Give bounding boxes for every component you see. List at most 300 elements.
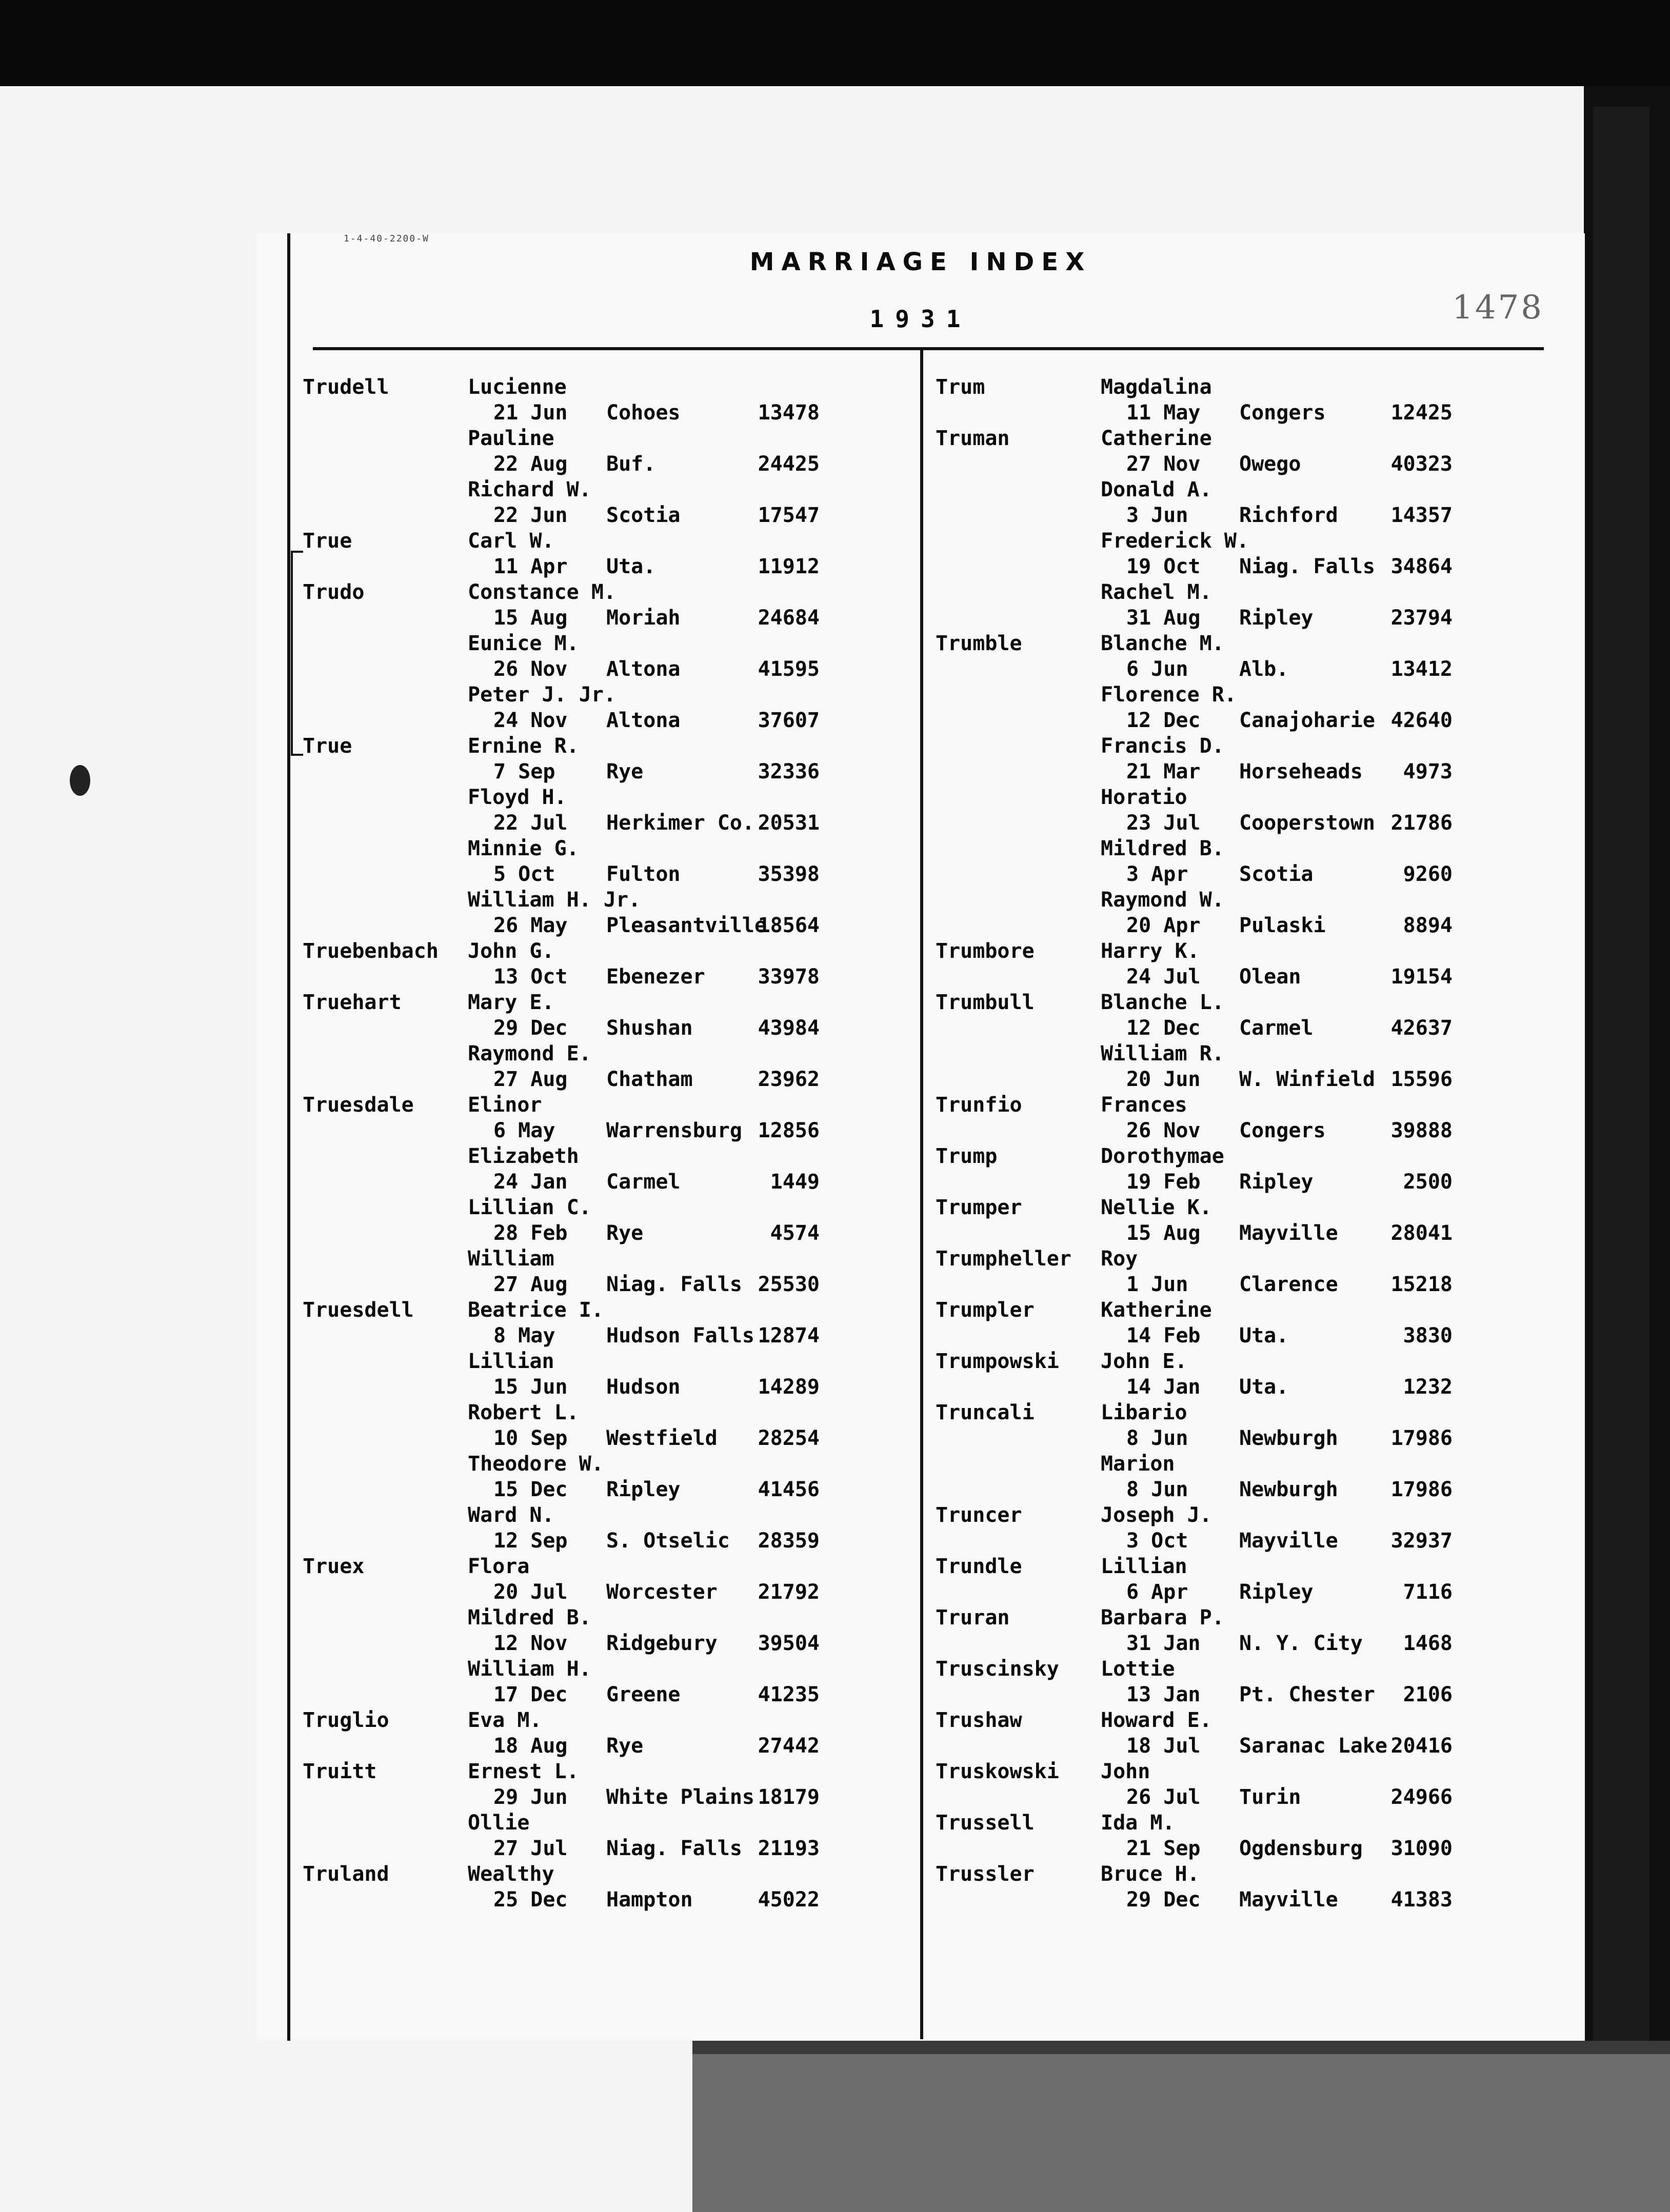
- entry-name-line: [303, 1502, 918, 1528]
- entry-number: 37607: [758, 709, 820, 732]
- entry-place: Buf.: [606, 452, 656, 476]
- entry-given-name: John E.: [1101, 1350, 1187, 1373]
- index-entry: [936, 733, 1551, 785]
- entry-given-name: Lillian C.: [468, 1196, 591, 1219]
- entry-given-name: Howard E.: [1101, 1708, 1212, 1732]
- entry-number: 41383: [1390, 1888, 1453, 1912]
- index-entry: [303, 1092, 918, 1143]
- entry-date: 14 Jan: [1126, 1375, 1201, 1399]
- entry-number: 14357: [1390, 504, 1453, 527]
- entry-name-line: [936, 1861, 1551, 1887]
- entry-name-line: [936, 374, 1551, 400]
- entry-place: Rye: [606, 1734, 644, 1758]
- entry-given-name: Mildred B.: [468, 1606, 591, 1630]
- entry-place: Olean: [1239, 965, 1301, 989]
- entry-date: 21 Sep: [1126, 1837, 1201, 1860]
- entry-name-line: [303, 938, 918, 964]
- entry-detail-line: [936, 1579, 1551, 1605]
- index-entry: [936, 1810, 1551, 1861]
- entry-name-line: [936, 1349, 1551, 1374]
- entry-place: Turin: [1239, 1785, 1301, 1809]
- scan-top-border: [0, 0, 1670, 86]
- entry-date: 17 Dec: [493, 1683, 568, 1706]
- entry-number: 43984: [758, 1016, 820, 1040]
- entry-date: 20 Jul: [493, 1580, 568, 1604]
- entry-detail-line: [936, 1067, 1551, 1092]
- left-column: [303, 374, 918, 1913]
- index-entry: [303, 477, 918, 528]
- entry-number: 35398: [758, 862, 820, 886]
- entry-date: 18 Jul: [1126, 1734, 1201, 1758]
- entry-detail-line: [936, 502, 1551, 528]
- entry-given-name: Harry K.: [1101, 939, 1200, 963]
- index-entry: [303, 1810, 918, 1861]
- entry-number: 18179: [758, 1785, 820, 1809]
- entry-place: Altona: [606, 657, 681, 681]
- entry-place: Clarence: [1239, 1273, 1338, 1296]
- entry-name-line: [936, 785, 1551, 810]
- entry-date: 31 Aug: [1126, 606, 1201, 630]
- entry-date: 3 Jun: [1126, 504, 1188, 527]
- entry-detail-line: [303, 708, 918, 733]
- entry-date: 12 Dec: [1126, 1016, 1201, 1040]
- entry-place: Mayville: [1239, 1221, 1338, 1245]
- index-entry: [936, 1349, 1551, 1400]
- entry-number: 20531: [758, 811, 820, 835]
- index-entry: [936, 1297, 1551, 1349]
- entry-name-line: [936, 1502, 1551, 1528]
- entry-detail-line: [936, 759, 1551, 785]
- index-entry: [936, 1092, 1551, 1143]
- entry-date: 21 Jun: [493, 401, 568, 425]
- entry-given-name: Ernine R.: [468, 734, 579, 758]
- entry-name-line: [303, 1246, 918, 1272]
- entry-place: Westfield: [606, 1426, 718, 1450]
- entry-surname: True: [303, 734, 352, 758]
- entry-place: Hudson: [606, 1375, 681, 1399]
- entry-name-line: [303, 1400, 918, 1425]
- entry-detail-line: [936, 1631, 1551, 1656]
- entry-number: 2106: [1403, 1683, 1453, 1706]
- entry-detail-line: [303, 1477, 918, 1502]
- entry-date: 3 Oct: [1126, 1529, 1188, 1553]
- entry-surname: Trumpheller: [936, 1247, 1071, 1271]
- entry-name-line: [303, 1707, 918, 1733]
- entry-surname: Truran: [936, 1606, 1010, 1630]
- entry-detail-line: [303, 1784, 918, 1810]
- entry-number: 19154: [1390, 965, 1453, 989]
- index-entry: [936, 887, 1551, 938]
- entry-given-name: Frances: [1101, 1093, 1187, 1117]
- entry-place: White Plains: [606, 1785, 754, 1809]
- index-entry: [936, 426, 1551, 477]
- entry-number: 18564: [758, 914, 820, 937]
- entry-name-line: [303, 426, 918, 451]
- entry-given-name: Beatrice I.: [468, 1298, 604, 1322]
- entry-detail-line: [936, 861, 1551, 887]
- entry-name-line: [936, 528, 1551, 554]
- page-left-rule: [287, 233, 290, 2041]
- index-entry: [936, 1502, 1551, 1554]
- entry-name-line: [303, 374, 918, 400]
- entry-number: 39888: [1390, 1119, 1453, 1142]
- entry-name-line: [303, 1554, 918, 1579]
- entry-date: 15 Aug: [493, 606, 568, 630]
- entry-name-line: [936, 477, 1551, 502]
- entry-place: Carmel: [1239, 1016, 1314, 1040]
- entry-surname: Trumpowski: [936, 1350, 1059, 1373]
- entry-number: 12425: [1390, 401, 1453, 425]
- entry-place: Ripley: [606, 1478, 681, 1501]
- entry-given-name: Minnie G.: [468, 837, 579, 860]
- index-entry: [303, 1246, 918, 1297]
- index-entry: [936, 990, 1551, 1041]
- entry-detail-line: [936, 656, 1551, 682]
- entry-name-line: [936, 1041, 1551, 1067]
- entry-detail-line: [936, 1682, 1551, 1707]
- entry-detail-line: [303, 502, 918, 528]
- entry-given-name: Lillian: [1101, 1555, 1187, 1578]
- entry-place: Niag. Falls: [606, 1837, 742, 1860]
- entry-place: Greene: [606, 1683, 681, 1706]
- entry-detail-line: [936, 1425, 1551, 1451]
- entry-date: 8 Jun: [1126, 1426, 1188, 1450]
- index-entry: [303, 733, 918, 785]
- entry-detail-line: [303, 1169, 918, 1195]
- entry-name-line: [303, 1451, 918, 1477]
- entry-given-name: Joseph J.: [1101, 1503, 1212, 1527]
- entry-number: 28359: [758, 1529, 820, 1553]
- entry-detail-line: [303, 1067, 918, 1092]
- entry-date: 23 Jul: [1126, 811, 1201, 835]
- entry-name-line: [936, 1400, 1551, 1425]
- entry-detail-line: [936, 1836, 1551, 1861]
- entry-given-name: William H. Jr.: [468, 888, 641, 912]
- entry-name-line: [936, 836, 1551, 861]
- entry-given-name: Roy: [1101, 1247, 1138, 1271]
- entry-name-line: [303, 1092, 918, 1118]
- entry-detail-line: [303, 1272, 918, 1297]
- entry-place: Uta.: [606, 555, 656, 578]
- entry-place: Altona: [606, 709, 681, 732]
- entry-detail-line: [303, 554, 918, 579]
- index-entry: [936, 785, 1551, 836]
- entry-number: 12856: [758, 1119, 820, 1142]
- entry-detail-line: [936, 1272, 1551, 1297]
- entry-name-line: [303, 836, 918, 861]
- entry-number: 2500: [1403, 1170, 1453, 1194]
- entry-place: Moriah: [606, 606, 681, 630]
- index-entry: [303, 1605, 918, 1656]
- entry-place: Carmel: [606, 1170, 681, 1194]
- entry-number: 3830: [1403, 1324, 1453, 1348]
- entry-number: 41595: [758, 657, 820, 681]
- entry-given-name: Lucienne: [468, 375, 567, 399]
- entry-surname: Trump: [936, 1144, 998, 1168]
- entry-surname: Trumper: [936, 1196, 1022, 1219]
- entry-detail-line: [303, 1220, 918, 1246]
- entry-detail-line: [936, 1374, 1551, 1400]
- entry-given-name: Bruce H.: [1101, 1862, 1200, 1886]
- entry-surname: Truesdell: [303, 1298, 414, 1322]
- entry-name-line: [303, 1810, 918, 1836]
- entry-date: 29 Dec: [1126, 1888, 1201, 1912]
- entry-detail-line: [303, 1374, 918, 1400]
- index-entry: [303, 836, 918, 887]
- entry-given-name: Elinor: [468, 1093, 542, 1117]
- entry-number: 23962: [758, 1068, 820, 1091]
- entry-number: 4574: [770, 1221, 820, 1245]
- entry-given-name: Katherine: [1101, 1298, 1212, 1322]
- entry-place: Scotia: [1239, 862, 1314, 886]
- entry-number: 41456: [758, 1478, 820, 1501]
- entry-place: Shushan: [606, 1016, 693, 1040]
- entry-place: Warrensburg: [606, 1119, 742, 1142]
- entry-number: 28041: [1390, 1221, 1453, 1245]
- index-entry: [936, 1861, 1551, 1913]
- index-entry: [303, 1195, 918, 1246]
- entry-detail-line: [936, 605, 1551, 631]
- entry-surname: Truskowski: [936, 1760, 1059, 1783]
- entry-given-name: Flora: [468, 1555, 530, 1578]
- entry-place: Saranac Lake: [1239, 1734, 1387, 1758]
- entry-surname: True: [303, 529, 352, 553]
- index-entry: [303, 682, 918, 733]
- entry-name-line: [936, 631, 1551, 656]
- entry-given-name: Nellie K.: [1101, 1196, 1212, 1219]
- entry-given-name: Ollie: [468, 1811, 530, 1835]
- entry-detail-line: [303, 913, 918, 938]
- entry-date: 24 Jul: [1126, 965, 1201, 989]
- cross-reference-bracket: [291, 551, 293, 756]
- entry-given-name: Eva M.: [468, 1708, 542, 1732]
- index-entry: [303, 528, 918, 579]
- entry-given-name: Peter J. Jr.: [468, 683, 616, 707]
- entry-number: 41235: [758, 1683, 820, 1706]
- entry-surname: Truncali: [936, 1401, 1035, 1424]
- entry-given-name: Dorothymae: [1101, 1144, 1224, 1168]
- entry-given-name: Wealthy: [468, 1862, 554, 1886]
- entry-surname: Trumpler: [936, 1298, 1035, 1322]
- entry-place: Niag. Falls: [606, 1273, 742, 1296]
- entry-given-name: Mary E.: [468, 991, 554, 1014]
- entry-given-name: Libario: [1101, 1401, 1187, 1424]
- index-entry: [303, 1656, 918, 1707]
- entry-given-name: Robert L.: [468, 1401, 579, 1424]
- entry-place: Horseheads: [1239, 760, 1363, 783]
- entry-name-line: [303, 733, 918, 759]
- entry-given-name: Pauline: [468, 427, 554, 450]
- entry-date: 26 Nov: [1126, 1119, 1201, 1142]
- entry-number: 40323: [1390, 452, 1453, 476]
- index-entry: [303, 631, 918, 682]
- entry-given-name: William R.: [1101, 1042, 1224, 1065]
- entry-number: 21786: [1390, 811, 1453, 835]
- entry-given-name: Marion: [1101, 1452, 1175, 1476]
- entry-place: Fulton: [606, 862, 681, 886]
- entry-date: 20 Apr: [1126, 914, 1201, 937]
- entry-name-line: [936, 1605, 1551, 1631]
- entry-date: 3 Apr: [1126, 862, 1188, 886]
- entry-number: 24684: [758, 606, 820, 630]
- entry-surname: Trussler: [936, 1862, 1035, 1886]
- entry-date: 29 Dec: [493, 1016, 568, 1040]
- entry-number: 1449: [770, 1170, 820, 1194]
- index-entry: [303, 1451, 918, 1502]
- entry-surname: Truglio: [303, 1708, 389, 1732]
- entry-date: 18 Aug: [493, 1734, 568, 1758]
- index-entry: [303, 990, 918, 1041]
- scan-right-border: [1584, 86, 1670, 2212]
- entry-name-line: [303, 631, 918, 656]
- entry-name-line: [936, 1246, 1551, 1272]
- entry-date: 26 May: [493, 914, 568, 937]
- index-entry: [936, 528, 1551, 579]
- entry-name-line: [936, 1656, 1551, 1682]
- entry-number: 9260: [1403, 862, 1453, 886]
- entry-number: 13478: [758, 401, 820, 425]
- entry-name-line: [303, 579, 918, 605]
- index-entry: [303, 426, 918, 477]
- entry-detail-line: [303, 1682, 918, 1707]
- entry-number: 24966: [1390, 1785, 1453, 1809]
- entry-date: 6 Apr: [1126, 1580, 1188, 1604]
- index-entry: [936, 1451, 1551, 1502]
- entry-name-line: [303, 528, 918, 554]
- entry-name-line: [936, 990, 1551, 1015]
- entry-number: 12874: [758, 1324, 820, 1348]
- entry-given-name: Ida M.: [1101, 1811, 1175, 1835]
- bracket-top-tick: [291, 551, 303, 553]
- entry-number: 14289: [758, 1375, 820, 1399]
- form-stamp: 1-4-40-2200-W: [344, 233, 429, 244]
- entry-name-line: [303, 1656, 918, 1682]
- entry-detail-line: [303, 656, 918, 682]
- entry-number: 13412: [1390, 657, 1453, 681]
- index-entry: [303, 1707, 918, 1759]
- entry-date: 14 Feb: [1126, 1324, 1201, 1348]
- entry-name-line: [936, 733, 1551, 759]
- index-entry: [303, 1502, 918, 1554]
- entry-place: W. Winfield: [1239, 1068, 1375, 1091]
- entry-name-line: [936, 1143, 1551, 1169]
- entry-name-line: [303, 1297, 918, 1323]
- index-entry: [303, 1400, 918, 1451]
- entry-name-line: [303, 1861, 918, 1887]
- entry-detail-line: [303, 1015, 918, 1041]
- index-entry: [936, 631, 1551, 682]
- entry-detail-line: [303, 1887, 918, 1913]
- entry-date: 20 Jun: [1126, 1068, 1201, 1091]
- entry-detail-line: [936, 810, 1551, 836]
- right-column: [936, 374, 1551, 1913]
- entry-date: 6 May: [493, 1119, 555, 1142]
- entry-date: 24 Nov: [493, 709, 568, 732]
- entry-name-line: [303, 990, 918, 1015]
- entry-given-name: Blanche M.: [1101, 632, 1224, 655]
- entry-detail-line: [303, 810, 918, 836]
- entry-surname: Truncer: [936, 1503, 1022, 1527]
- entry-number: 17547: [758, 504, 820, 527]
- entry-name-line: [303, 1349, 918, 1374]
- entry-given-name: Lillian: [468, 1350, 554, 1373]
- entry-detail-line: [936, 554, 1551, 579]
- entry-given-name: Frederick W.: [1101, 529, 1249, 553]
- entry-date: 22 Jun: [493, 504, 568, 527]
- entry-number: 4973: [1403, 760, 1453, 783]
- entry-place: Pulaski: [1239, 914, 1326, 937]
- entry-given-name: Richard W.: [468, 478, 591, 501]
- page-title: MARRIAGE INDEX: [749, 248, 1092, 276]
- entry-detail-line: [303, 1118, 918, 1143]
- entry-given-name: Horatio: [1101, 786, 1187, 809]
- entry-detail-line: [936, 1169, 1551, 1195]
- entry-detail-line: [936, 451, 1551, 477]
- entry-date: 10 Sep: [493, 1426, 568, 1450]
- entry-place: Rye: [606, 1221, 644, 1245]
- entry-name-line: [936, 1451, 1551, 1477]
- entry-surname: Truesdale: [303, 1093, 414, 1117]
- entry-number: 20416: [1390, 1734, 1453, 1758]
- entry-surname: Trumbull: [936, 991, 1035, 1014]
- entry-date: 7 Sep: [493, 760, 555, 783]
- entry-place: Scotia: [606, 504, 681, 527]
- index-year: 1931: [869, 305, 972, 333]
- index-entry: [936, 1656, 1551, 1707]
- entry-date: 29 Jun: [493, 1785, 568, 1809]
- index-entry: [303, 1861, 918, 1913]
- index-entry: [936, 374, 1551, 426]
- entry-date: 19 Oct: [1126, 555, 1201, 578]
- entry-date: 28 Feb: [493, 1221, 568, 1245]
- entry-detail-line: [936, 1528, 1551, 1554]
- entry-date: 6 Jun: [1126, 657, 1188, 681]
- entry-name-line: [936, 1092, 1551, 1118]
- entry-place: Mayville: [1239, 1888, 1338, 1912]
- entry-date: 8 May: [493, 1324, 555, 1348]
- entry-detail-line: [936, 708, 1551, 733]
- entry-given-name: Francis D.: [1101, 734, 1224, 758]
- index-entry: [303, 374, 918, 426]
- index-entry: [936, 938, 1551, 990]
- index-entry: [303, 1143, 918, 1195]
- entry-detail-line: [936, 1887, 1551, 1913]
- entry-detail-line: [303, 1579, 918, 1605]
- entry-given-name: Theodore W.: [468, 1452, 604, 1476]
- index-page: [256, 233, 1585, 2041]
- entry-detail-line: [936, 1477, 1551, 1502]
- entry-date: 19 Feb: [1126, 1170, 1201, 1194]
- entry-date: 13 Oct: [493, 965, 568, 989]
- entry-number: 33978: [758, 965, 820, 989]
- entry-detail-line: [303, 759, 918, 785]
- index-entry: [936, 1554, 1551, 1605]
- entry-date: 27 Aug: [493, 1068, 568, 1091]
- entry-detail-line: [936, 1323, 1551, 1349]
- entry-surname: Trudo: [303, 580, 365, 604]
- entry-date: 5 Oct: [493, 862, 555, 886]
- entry-date: 26 Nov: [493, 657, 568, 681]
- entry-date: 22 Jul: [493, 811, 568, 835]
- entry-name-line: [303, 1195, 918, 1220]
- entry-number: 17986: [1390, 1426, 1453, 1450]
- index-entry: [303, 938, 918, 990]
- entry-given-name: John: [1101, 1760, 1150, 1783]
- entry-date: 31 Jan: [1126, 1632, 1201, 1655]
- entry-given-name: Magdalina: [1101, 375, 1212, 399]
- entry-name-line: [936, 1759, 1551, 1784]
- entry-given-name: William H.: [468, 1657, 591, 1681]
